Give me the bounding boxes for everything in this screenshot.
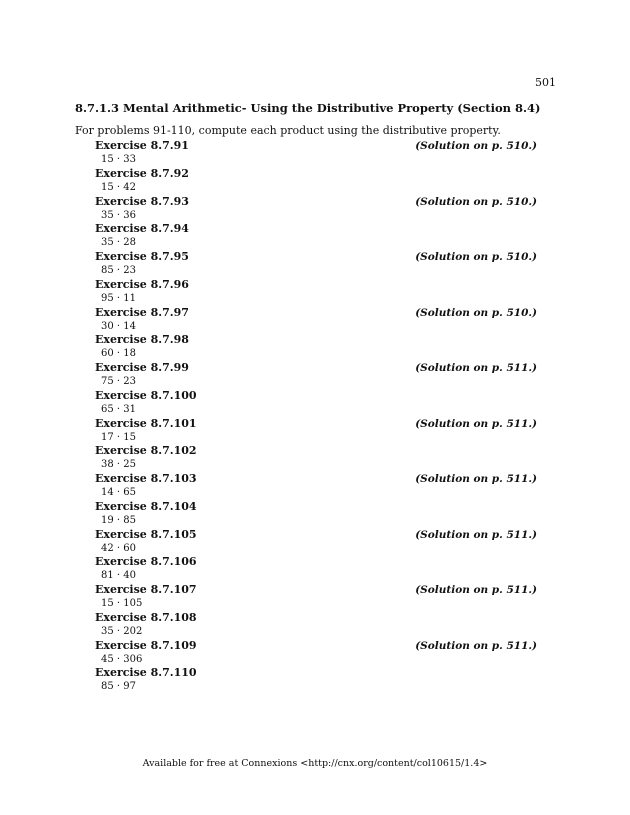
exercise-title: Exercise 8.7.107 <box>95 583 197 596</box>
page-number: 501 <box>535 76 556 89</box>
exercise-title: Exercise 8.7.105 <box>95 527 197 541</box>
exercise-product: 65 · 31 <box>101 403 136 415</box>
exercise-product: 85 · 23 <box>101 265 136 276</box>
exercise-product: 30 · 14 <box>101 320 136 332</box>
exercise-product: 35 · 28 <box>101 237 136 249</box>
exercise-title: Exercise 8.7.92 <box>95 166 189 180</box>
exercise-item <box>95 639 537 667</box>
exercise-title: Exercise 8.7.108 <box>95 610 197 624</box>
solution-link[interactable]: (Solution on p. 510.) <box>415 251 537 263</box>
exercise-item <box>95 361 537 389</box>
solution-link[interactable]: (Solution on p. 511.) <box>415 528 537 541</box>
exercise-item <box>95 555 537 583</box>
exercise-item <box>95 528 537 556</box>
solution-link[interactable]: (Solution on p. 511.) <box>415 473 537 485</box>
exercise-item <box>95 306 537 334</box>
exercise-product: 15 · 105 <box>101 598 143 609</box>
exercise-product: 75 · 23 <box>101 376 136 387</box>
exercise-item <box>95 500 537 528</box>
exercise-title: Exercise 8.7.93 <box>95 194 189 208</box>
exercise-title: Exercise 8.7.96 <box>95 277 189 291</box>
exercise-product: 15 · 33 <box>101 154 136 165</box>
exercise-product: 95 · 11 <box>101 292 136 304</box>
exercise-item <box>95 389 537 417</box>
exercise-item <box>95 139 537 167</box>
exercise-title: Exercise 8.7.94 <box>95 222 189 236</box>
exercise-title: Exercise 8.7.103 <box>95 472 197 485</box>
exercise-product: 17 · 15 <box>101 431 136 443</box>
exercise-item <box>95 611 537 639</box>
exercise-item <box>95 417 537 445</box>
exercise-title: Exercise 8.7.102 <box>95 444 197 458</box>
exercise-product: 60 · 18 <box>101 348 136 360</box>
exercise-product: 42 · 60 <box>101 542 136 554</box>
solution-link[interactable]: (Solution on p. 510.) <box>415 140 537 152</box>
exercise-title: Exercise 8.7.109 <box>95 638 197 652</box>
exercise-product: 35 · 36 <box>101 209 136 221</box>
exercise-product: 81 · 40 <box>101 570 136 582</box>
exercise-title: Exercise 8.7.98 <box>95 333 189 347</box>
section-title: 8.7.1.3 Mental Arithmetic- Using the Distributive Property (Section 8.4) <box>75 101 541 115</box>
exercise-list <box>95 139 537 694</box>
exercise-item <box>95 444 537 472</box>
exercise-product: 19 · 85 <box>101 514 136 526</box>
exercise-product: 14 · 65 <box>101 487 136 498</box>
exercise-item <box>95 167 537 195</box>
exercise-title: Exercise 8.7.99 <box>95 361 189 374</box>
exercise-product: 35 · 202 <box>101 625 143 637</box>
solution-link[interactable]: (Solution on p. 510.) <box>415 195 537 208</box>
exercise-item <box>95 333 537 361</box>
solution-link[interactable]: (Solution on p. 511.) <box>415 417 537 430</box>
exercise-title: Exercise 8.7.104 <box>95 499 197 513</box>
exercise-product: 85 · 97 <box>101 681 136 693</box>
solution-link[interactable]: (Solution on p. 511.) <box>415 362 537 374</box>
exercise-item <box>95 250 537 278</box>
exercise-item <box>95 222 537 250</box>
solution-link[interactable]: (Solution on p. 511.) <box>415 639 537 652</box>
exercise-product: 38 · 25 <box>101 459 136 471</box>
exercise-title: Exercise 8.7.95 <box>95 250 189 263</box>
exercise-title: Exercise 8.7.100 <box>95 388 197 402</box>
exercise-title: Exercise 8.7.106 <box>95 555 197 569</box>
problem-instructions: For problems 91-110, compute each product using the distributive property. <box>75 124 501 137</box>
exercise-title: Exercise 8.7.110 <box>95 666 197 680</box>
exercise-product: 15 · 42 <box>101 181 136 193</box>
solution-link[interactable]: (Solution on p. 510.) <box>415 306 537 319</box>
exercise-item <box>95 195 537 223</box>
exercise-item <box>95 278 537 306</box>
exercise-title: Exercise 8.7.97 <box>95 305 189 319</box>
exercise-title: Exercise 8.7.91 <box>95 139 189 152</box>
page-footer: Available for free at Connexions <http://cnx.org/content/col10615/1.4> <box>142 758 488 769</box>
exercise-item <box>95 472 537 500</box>
exercise-title: Exercise 8.7.101 <box>95 416 197 430</box>
solution-link[interactable]: (Solution on p. 511.) <box>415 584 537 596</box>
exercise-item <box>95 666 537 694</box>
exercise-item <box>95 583 537 611</box>
exercise-product: 45 · 306 <box>101 653 143 665</box>
